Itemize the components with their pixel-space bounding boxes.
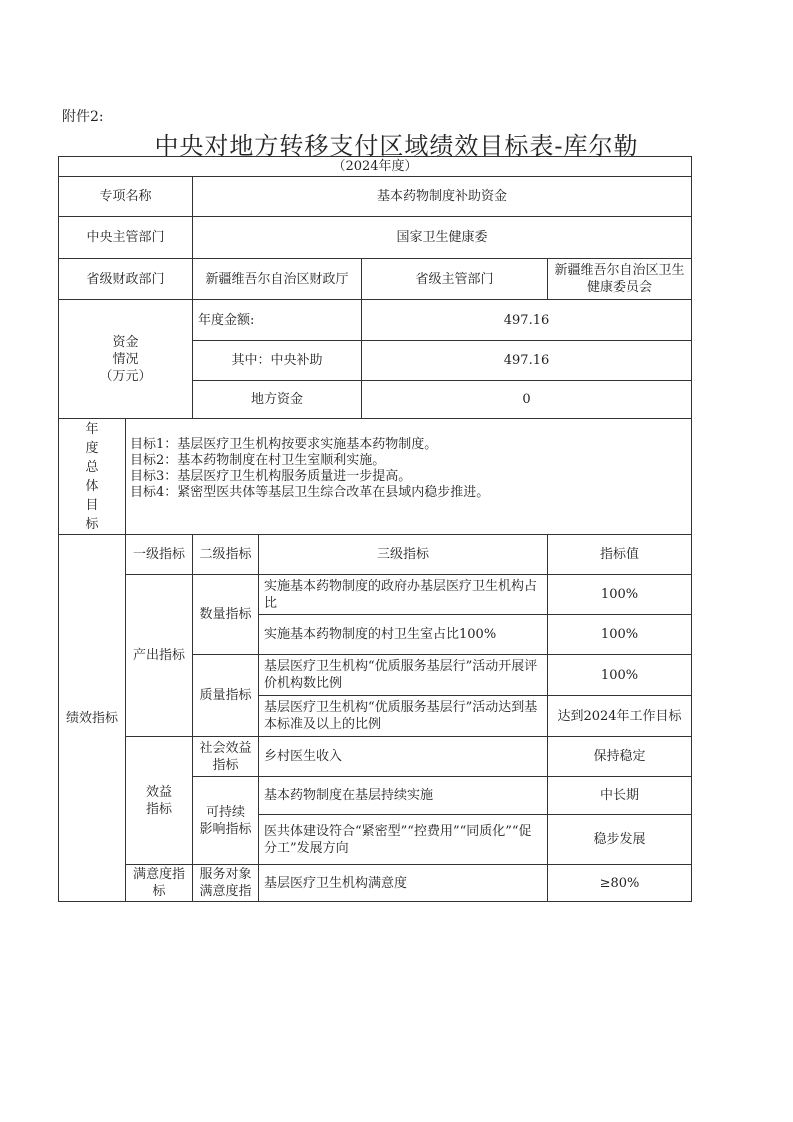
indicators-section-label: 绩效指标 [59,535,126,902]
central-dept-label: 中央主管部门 [59,217,193,259]
annual-amount-label: 年度金额: [193,300,362,341]
funds-label [59,300,193,419]
annual-amount-value: 497.16 [362,300,692,341]
header-value: 指标值 [548,535,692,575]
indicator-value: 保持稳定 [548,737,692,777]
quantity-indicator-label: 数量指标 [193,575,259,655]
social-benefit-label [193,737,259,777]
goal-label-char: 体 [85,478,99,494]
indicator-text: 基层医疗卫生机构“优质服务基层行”活动达到基本标准及以上的比例 [259,696,548,737]
goal-label-char: 年 [85,421,99,437]
attachment-label: 附件2: [62,109,104,125]
indicator-value: 100% [548,655,692,696]
overall-goals [126,419,692,535]
indicator-text: 实施基本药物制度的政府办基层医疗卫生机构占比 [259,575,548,615]
indicator-value: ≥80% [548,865,692,902]
overall-goal-label [59,419,126,535]
indicator-value: 100% [548,575,692,615]
indicator-text: 基层医疗卫生机构“优质服务基层行”活动开展评价机构数比例 [259,655,548,696]
benefit-indicator-label [126,737,193,865]
indicator-value: 达到2024年工作目标 [548,696,692,737]
quality-indicator-label: 质量指标 [193,655,259,737]
satisfaction-label-line: 标 [152,884,166,899]
goal-label-char: 标 [85,516,99,532]
local-funds-value: 0 [362,381,692,419]
satisfaction-label-line: 满意度指 [132,867,185,882]
indicator-value: 中长期 [548,777,692,815]
output-indicator-label: 产出指标 [126,575,193,737]
funds-label-line: 资金 [112,334,139,350]
provincial-dept-label: 省级主管部门 [362,259,548,300]
indicator-text: 乡村医生收入 [259,737,548,777]
funds-label-line: （万元） [99,368,152,384]
local-funds-label: 地方资金 [193,381,362,419]
central-subsidy-value: 497.16 [362,341,692,381]
benefit-label-line: 指标 [145,801,172,817]
header-level1: 一级指标 [126,535,193,575]
service-label-line: 服务对象 [199,867,252,882]
goal-item: 目标4：紧密型医共体等基层卫生综合改革在县域内稳步推进。 [130,485,490,500]
provincial-finance-value: 新疆维吾尔自治区财政厅 [193,259,362,300]
satisfaction-indicator-label [126,865,193,902]
goal-item: 目标3：基层医疗卫生机构服务质量进一步提高。 [130,469,412,484]
sustainable-impact-label [193,777,259,865]
year-label: （2024年度） [59,157,692,177]
goal-label-char: 目 [85,497,99,513]
provincial-finance-label: 省级财政部门 [59,259,193,300]
goal-label-char: 度 [85,440,99,456]
goal-item: 目标1：基层医疗卫生机构按要求实施基本药物制度。 [130,437,438,452]
central-subsidy-label: 其中：中央补助 [193,341,362,381]
indicator-text: 基层医疗卫生机构满意度 [259,865,548,902]
sustain-label-line: 影响指标 [199,821,252,837]
provincial-dept-value: 新疆维吾尔自治区卫生健康委员会 [548,259,692,300]
header-level3: 三级指标 [259,535,548,575]
benefit-label-line: 效益 [145,784,172,800]
goal-label-char: 总 [85,459,99,475]
special-item-label: 专项名称 [59,177,193,217]
indicator-value: 稳步发展 [548,815,692,865]
service-satisfaction-label [193,865,259,902]
page-title: 中央对地方转移支付区域绩效目标表-库尔勒 [154,132,639,160]
indicator-value: 100% [548,615,692,655]
funds-label-line: 情况 [112,351,139,367]
header-level2: 二级指标 [193,535,259,575]
special-item-value: 基本药物制度补助资金 [193,177,692,217]
goal-item: 目标2：基本药物制度在村卫生室顺利实施。 [130,453,386,468]
service-label-line: 满意度指 [199,884,252,899]
indicator-text: 基本药物制度在基层持续实施 [259,777,548,815]
performance-target-table [58,156,692,902]
indicator-text: 实施基本药物制度的村卫生室占比100% [259,615,548,655]
sustain-label-line: 可持续 [205,804,245,820]
social-label-line: 社会效益 [199,740,252,756]
indicator-text: 医共体建设符合“紧密型”“控费用”“同质化”“促分工”发展方向 [259,815,548,865]
central-dept-value: 国家卫生健康委 [193,217,692,259]
social-label-line: 指标 [212,757,239,773]
